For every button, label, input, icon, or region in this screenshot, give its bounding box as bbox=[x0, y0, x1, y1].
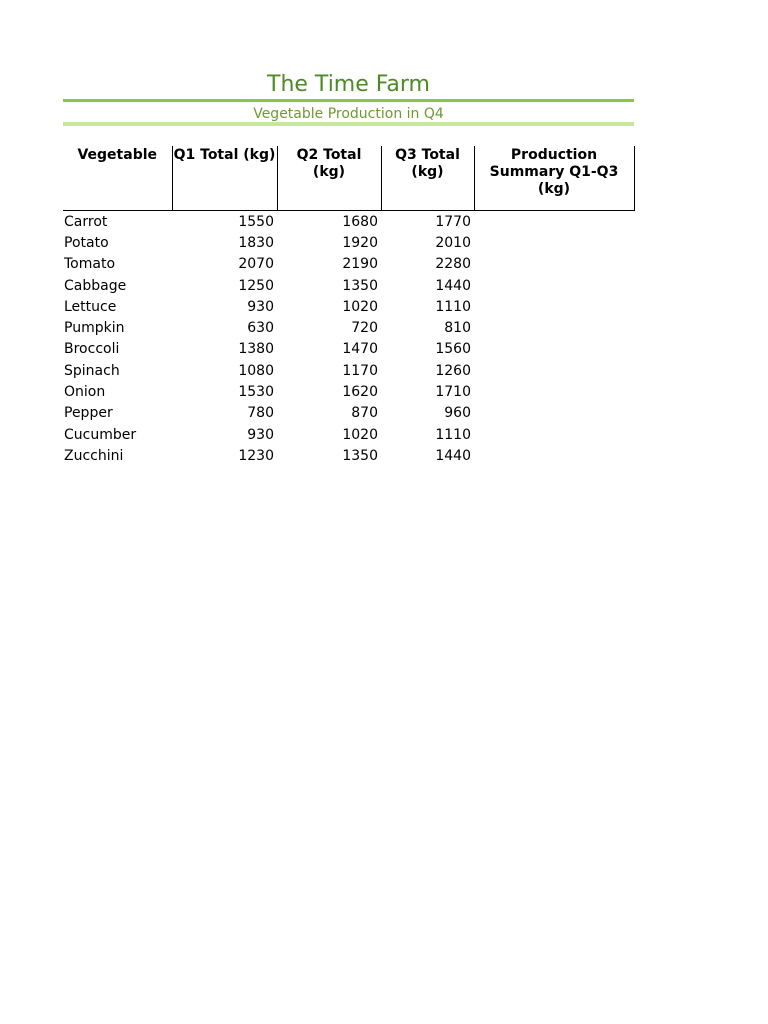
cell-q2-total[interactable]: 720 bbox=[351, 320, 378, 337]
table-row bbox=[63, 424, 634, 445]
cell-q2-total[interactable]: 1350 bbox=[342, 447, 378, 464]
cell-q2-total[interactable]: 1920 bbox=[342, 234, 378, 251]
cell-q1-total[interactable]: 930 bbox=[247, 298, 274, 315]
cell-q2-total[interactable]: 870 bbox=[351, 405, 378, 422]
cell-production-summary[interactable] bbox=[474, 403, 634, 424]
cell-vegetable[interactable]: Tomato bbox=[64, 256, 116, 273]
cell-q2-total[interactable]: 1170 bbox=[342, 362, 378, 379]
cell-q3-total[interactable]: 1110 bbox=[435, 298, 471, 315]
title-underline bbox=[63, 99, 634, 102]
table-header-row bbox=[63, 146, 634, 210]
table-row bbox=[63, 382, 634, 403]
cell-q3-total[interactable]: 1440 bbox=[435, 277, 471, 294]
table-body bbox=[63, 210, 634, 467]
cell-q3-total[interactable]: 2010 bbox=[435, 234, 471, 251]
cell-q3-total[interactable]: 2280 bbox=[435, 256, 471, 273]
table-row bbox=[63, 339, 634, 360]
cell-q2-total[interactable]: 1470 bbox=[342, 341, 378, 358]
table-row bbox=[63, 361, 634, 382]
cell-q1-total[interactable]: 1380 bbox=[238, 341, 274, 358]
cell-production-summary[interactable] bbox=[474, 318, 634, 339]
cell-q3-total[interactable]: 1770 bbox=[435, 213, 471, 230]
cell-q1-total[interactable]: 1230 bbox=[238, 447, 274, 464]
column-header-summary[interactable]: Production Summary Q1-Q3 (kg) bbox=[474, 146, 634, 210]
cell-q1-total[interactable]: 630 bbox=[247, 320, 274, 337]
cell-q3-total[interactable]: 810 bbox=[444, 320, 471, 337]
page-subtitle: Vegetable Production in Q4 bbox=[253, 106, 444, 122]
table-row bbox=[63, 318, 634, 339]
cell-vegetable[interactable]: Spinach bbox=[64, 362, 120, 379]
cell-vegetable[interactable]: Cabbage bbox=[64, 277, 127, 294]
cell-production-summary[interactable] bbox=[474, 275, 634, 296]
cell-q3-total[interactable]: 1110 bbox=[435, 426, 471, 443]
cell-q3-total[interactable]: 1260 bbox=[435, 362, 471, 379]
cell-q1-total[interactable]: 1250 bbox=[238, 277, 274, 294]
cell-production-summary[interactable] bbox=[474, 424, 634, 445]
column-header-q3[interactable]: Q3 Total (kg) bbox=[381, 146, 474, 210]
table-row bbox=[63, 254, 634, 275]
column-header-q1[interactable]: Q1 Total (kg) bbox=[172, 146, 277, 210]
cell-q1-total[interactable]: 780 bbox=[247, 405, 274, 422]
table-row bbox=[63, 403, 634, 424]
production-table bbox=[63, 146, 635, 467]
cell-q1-total[interactable]: 1530 bbox=[238, 384, 274, 401]
cell-production-summary[interactable] bbox=[474, 297, 634, 318]
cell-vegetable[interactable]: Potato bbox=[64, 234, 109, 251]
cell-q1-total[interactable]: 1550 bbox=[238, 213, 274, 230]
cell-q2-total[interactable]: 1680 bbox=[342, 213, 378, 230]
cell-production-summary[interactable] bbox=[474, 446, 634, 467]
column-header-q2[interactable]: Q2 Total (kg) bbox=[277, 146, 381, 210]
table-row bbox=[63, 446, 634, 467]
subtitle-underline bbox=[63, 122, 634, 126]
cell-q1-total[interactable]: 930 bbox=[247, 426, 274, 443]
cell-vegetable[interactable]: Pepper bbox=[64, 405, 113, 422]
cell-q2-total[interactable]: 1020 bbox=[342, 426, 378, 443]
cell-production-summary[interactable] bbox=[474, 212, 634, 233]
table-row bbox=[63, 297, 634, 318]
cell-vegetable[interactable]: Cucumber bbox=[64, 426, 137, 443]
cell-production-summary[interactable] bbox=[474, 339, 634, 360]
table-row bbox=[63, 275, 634, 296]
cell-q1-total[interactable]: 2070 bbox=[238, 256, 274, 273]
cell-vegetable[interactable]: Carrot bbox=[64, 213, 108, 230]
column-header-vegetable[interactable]: Vegetable bbox=[63, 146, 172, 210]
cell-vegetable[interactable]: Onion bbox=[64, 384, 106, 401]
cell-q3-total[interactable]: 960 bbox=[444, 405, 471, 422]
cell-production-summary[interactable] bbox=[474, 361, 634, 382]
cell-q2-total[interactable]: 1620 bbox=[342, 384, 378, 401]
cell-q3-total[interactable]: 1710 bbox=[435, 384, 471, 401]
table-row bbox=[63, 212, 634, 233]
cell-vegetable[interactable]: Broccoli bbox=[64, 341, 120, 358]
table-row bbox=[63, 233, 634, 254]
cell-vegetable[interactable]: Lettuce bbox=[64, 298, 117, 315]
cell-q3-total[interactable]: 1440 bbox=[435, 447, 471, 464]
cell-production-summary[interactable] bbox=[474, 254, 634, 275]
page-title: The Time Farm bbox=[267, 72, 430, 97]
cell-q3-total[interactable]: 1560 bbox=[435, 341, 471, 358]
cell-vegetable[interactable]: Pumpkin bbox=[64, 320, 125, 337]
cell-q1-total[interactable]: 1080 bbox=[238, 362, 274, 379]
cell-q2-total[interactable]: 1020 bbox=[342, 298, 378, 315]
cell-production-summary[interactable] bbox=[474, 233, 634, 254]
cell-production-summary[interactable] bbox=[474, 382, 634, 403]
cell-q1-total[interactable]: 1830 bbox=[238, 234, 274, 251]
cell-q2-total[interactable]: 2190 bbox=[342, 256, 378, 273]
cell-q2-total[interactable]: 1350 bbox=[342, 277, 378, 294]
cell-vegetable[interactable]: Zucchini bbox=[64, 447, 124, 464]
